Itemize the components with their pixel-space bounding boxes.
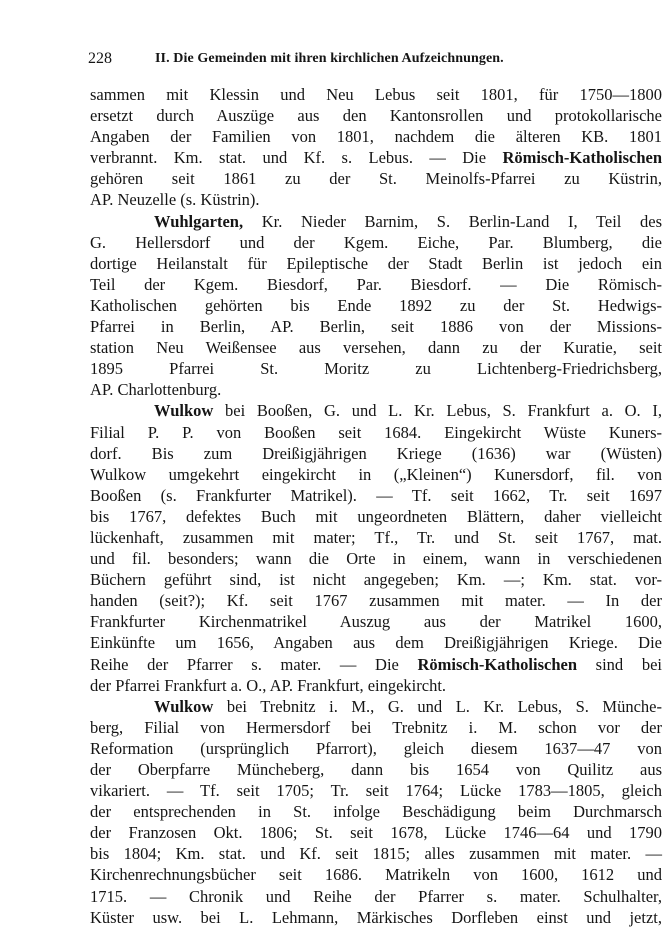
- text-segment: sammen mit Klessin und Neu Lebus seit 1801, für 1750—1800: [90, 85, 662, 104]
- text-segment: AP. Neuzelle (s. Küstrin).: [90, 190, 260, 210]
- text-line: [90, 654, 662, 675]
- text-segment: der entsprechenden in St. infolge Beschädigung beim Durchmarsch: [90, 802, 662, 822]
- text-segment: bis 1804; Km. stat. und Kf. seit 1815; alles zusammen mit mater. —: [90, 844, 662, 864]
- bold-term: Wuhlgarten,: [154, 211, 244, 231]
- bold-term: Römisch-Katholischen: [417, 654, 578, 674]
- text-line: [90, 822, 662, 843]
- text-line: [90, 738, 662, 759]
- text-line: [90, 675, 662, 696]
- text-segment: berg, Filial von Hermersdorf bei Trebnitz i. M. schon vor der: [90, 717, 662, 737]
- text-segment: Pfarrei in Berlin, AP. Berlin, seit 1886 von der Missions-: [90, 317, 662, 337]
- text-segment: Reformation (ursprünglich Pfarrort), gleich diesem 1637—47 von: [90, 738, 662, 758]
- text-line: [90, 379, 662, 400]
- text-segment: Büchern geführt sind, ist nicht angegeben; Km. —; Km. stat. vor-: [90, 570, 662, 590]
- text-segment: verbrannt. Km. stat. und Kf. s. Lebus. — Die: [90, 148, 503, 168]
- text-line: [90, 548, 662, 569]
- text-segment: bis 1767, defektes Buch mit ungeordneten Blättern, daher vielleicht: [90, 506, 662, 526]
- text-segment: Kr. Nieder Barnim, S. Berlin-Land I, Teil des: [243, 211, 662, 231]
- text-segment: sind bei: [577, 654, 662, 674]
- body-text: [90, 84, 662, 928]
- text-line: [90, 422, 662, 443]
- text-segment: gehören seit 1861 zu der St. Meinolfs-Pfarrei zu Küstrin,: [90, 169, 662, 189]
- text-segment: der Oberpfarre Müncheberg, dann bis 1654 von Quilitz aus: [90, 760, 662, 779]
- text-segment: Wulkow umgekehrt eingekircht in („Kleinen“) Kunersdorf, fil. von: [90, 464, 662, 484]
- text-segment: lückenhaft, zusammen mit mater; Tf., Tr. und St. seit 1767, mat.: [90, 527, 662, 547]
- text-segment: AP. Charlottenburg.: [90, 380, 222, 400]
- text-line: [90, 864, 662, 885]
- text-segment: 1895 Pfarrei St. Moritz zu Lichtenberg-Friedrichsberg,: [90, 359, 662, 379]
- text-line: [90, 780, 662, 801]
- text-segment: Teil der Kgem. Biesdorf, Par. Biesdorf. — Die Römisch-: [90, 274, 662, 294]
- text-line: [90, 147, 662, 168]
- text-line: [90, 316, 662, 337]
- text-line: [90, 464, 662, 485]
- text-segment: station Neu Weißensee aus versehen, dann zu der Kuratie, seit: [90, 338, 662, 358]
- text-line: [90, 759, 662, 780]
- text-line: [90, 569, 662, 590]
- text-line: [90, 274, 662, 295]
- text-segment: der Franzosen Okt. 1806; St. seit 1678, Lücke 1746—64 und 1790: [90, 823, 662, 843]
- text-segment: Kirchenrechnungsbücher seit 1686. Matrikeln von 1600, 1612 und: [90, 865, 662, 885]
- text-line: [90, 632, 662, 653]
- text-line: [90, 126, 662, 147]
- text-segment: dorf. Bis zum Dreißigjährigen Kriege (1636) war (Wüsten): [90, 443, 662, 463]
- text-line: [90, 801, 662, 822]
- text-line: [90, 295, 662, 316]
- text-segment: Angaben der Familien von 1801, nachdem die älteren KB. 1801: [90, 127, 662, 147]
- text-line: [90, 168, 662, 189]
- text-segment: Katholischen gehörten bis Ende 1892 zu der St. Hedwigs-: [90, 295, 662, 315]
- text-line: [90, 253, 662, 274]
- text-line: [90, 232, 662, 253]
- text-segment: bei Trebnitz i. M., G. und L. Kr. Lebus, S. Münche-: [213, 696, 662, 716]
- text-segment: und fil. besonders; wann die Orte in einem, wann in verschiedenen: [90, 549, 662, 569]
- text-line: [90, 696, 662, 717]
- running-header: [88, 50, 662, 72]
- text-segment: vikariert. — Tf. seit 1705; Tr. seit 1764; Lücke 1783—1805, gleich: [90, 781, 662, 801]
- text-line: [90, 211, 662, 232]
- text-segment: Booßen (s. Frankfurter Matrikel). — Tf. seit 1662, Tr. seit 1697: [90, 485, 662, 505]
- text-segment: dortige Heilanstalt für Epileptische der Stadt Berlin ist jedoch ein: [90, 253, 662, 273]
- text-segment: Einkünfte um 1656, Angaben aus dem Dreißigjährigen Kriege. Die: [90, 633, 662, 653]
- text-line: [90, 485, 662, 506]
- text-segment: Filial P. P. von Booßen seit 1684. Eingekircht Wüste Kuners-: [90, 422, 662, 442]
- text-segment: Frankfurter Kirchenmatrikel Auszug aus der Matrikel 1600,: [90, 612, 662, 632]
- text-line: [90, 611, 662, 632]
- text-segment: Küster usw. bei L. Lehmann, Märkisches Dorfleben einst und jetzt,: [90, 907, 662, 927]
- bold-term: Wulkow: [154, 696, 214, 716]
- text-line: [90, 358, 662, 379]
- text-line: [90, 105, 662, 126]
- text-line: [90, 843, 662, 864]
- text-line: [90, 189, 662, 210]
- text-segment: bei Booßen, G. und L. Kr. Lebus, S. Frankfurt a. O. I,: [213, 401, 662, 421]
- text-segment: handen (seit?); Kf. seit 1767 zusammen mit mater. — In der: [90, 591, 662, 611]
- text-line: [90, 527, 662, 548]
- running-title: II. Die Gemeinden mit ihren kirchlichen Aufzeichnungen.: [155, 51, 504, 66]
- text-line: [90, 907, 662, 928]
- text-line: [90, 400, 662, 421]
- text-line: [90, 506, 662, 527]
- page-number: 228: [88, 50, 112, 67]
- text-segment: ersetzt durch Auszüge aus den Kantonsrollen und protokollarische: [90, 106, 662, 126]
- text-line: [90, 337, 662, 358]
- text-segment: G. Hellersdorf und der Kgem. Eiche, Par. Blumberg, die: [90, 232, 662, 252]
- text-line: [90, 443, 662, 464]
- text-line: [90, 717, 662, 738]
- bold-term: Wulkow: [154, 401, 214, 421]
- bold-term: Römisch-Katholischen: [502, 148, 662, 168]
- text-segment: Reihe der Pfarrer s. mater. — Die: [90, 654, 418, 674]
- text-line: [90, 886, 662, 907]
- text-segment: 1715. — Chronik und Reihe der Pfarrer s. mater. Schulhalter,: [90, 886, 662, 906]
- text-line: [90, 84, 662, 105]
- text-segment: der Pfarrei Frankfurt a. O., AP. Frankfurt, eingekircht.: [90, 675, 447, 695]
- text-line: [90, 590, 662, 611]
